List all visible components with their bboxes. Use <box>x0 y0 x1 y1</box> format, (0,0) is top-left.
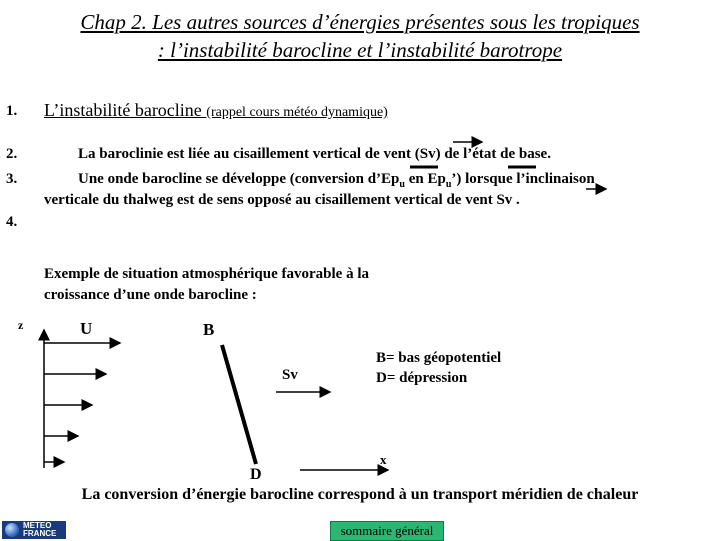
section-heading: L’instabilité barocline (rappel cours météo dynamique) <box>44 100 388 120</box>
meteo-france-logo: METEO FRANCE <box>2 521 66 539</box>
list-number-3: 3. <box>6 171 18 187</box>
example-caption: Exemple de situation atmosphérique favorable à la croissance d’une onde barocline : <box>44 266 369 303</box>
list-number-1: 1. <box>6 103 18 119</box>
d-label: D <box>250 466 262 483</box>
b-label: B <box>203 320 215 339</box>
item-3-text-continued: verticale du thalweg est de sens opposé au cisaillement vertical de vent Sv . <box>44 192 520 208</box>
z-axis-label: z <box>18 318 24 332</box>
conclusion-text: La conversion d’énergie barocline correspond à un transport méridien de chaleur <box>81 486 639 503</box>
x-axis-label: x <box>380 452 387 467</box>
list-number-4: 4. <box>6 214 18 230</box>
legend: B= bas géopotentiel D= dépression <box>376 350 502 386</box>
trough-axis-line <box>222 345 256 464</box>
item-2-text: La baroclinie est liée au cisaillement vertical de vent (Sv) de l’état de base. <box>78 146 551 162</box>
u-label: U <box>80 319 93 338</box>
globe-icon <box>5 523 19 537</box>
sv-label: Sv <box>282 367 298 383</box>
item-3-text: Une onde barocline se développe (conversion $d’Ep_u$ en $Ep_u$’) lorsque l’inclinaison <box>78 171 595 190</box>
list-number-2: 2. <box>6 146 18 162</box>
page-title: Chap 2. Les autres sources d’énergies présentes sous les tropiques : l’instabilité barocline et l’instabilité barotrope <box>80 10 640 62</box>
summary-button[interactable]: sommaire général <box>330 521 444 541</box>
